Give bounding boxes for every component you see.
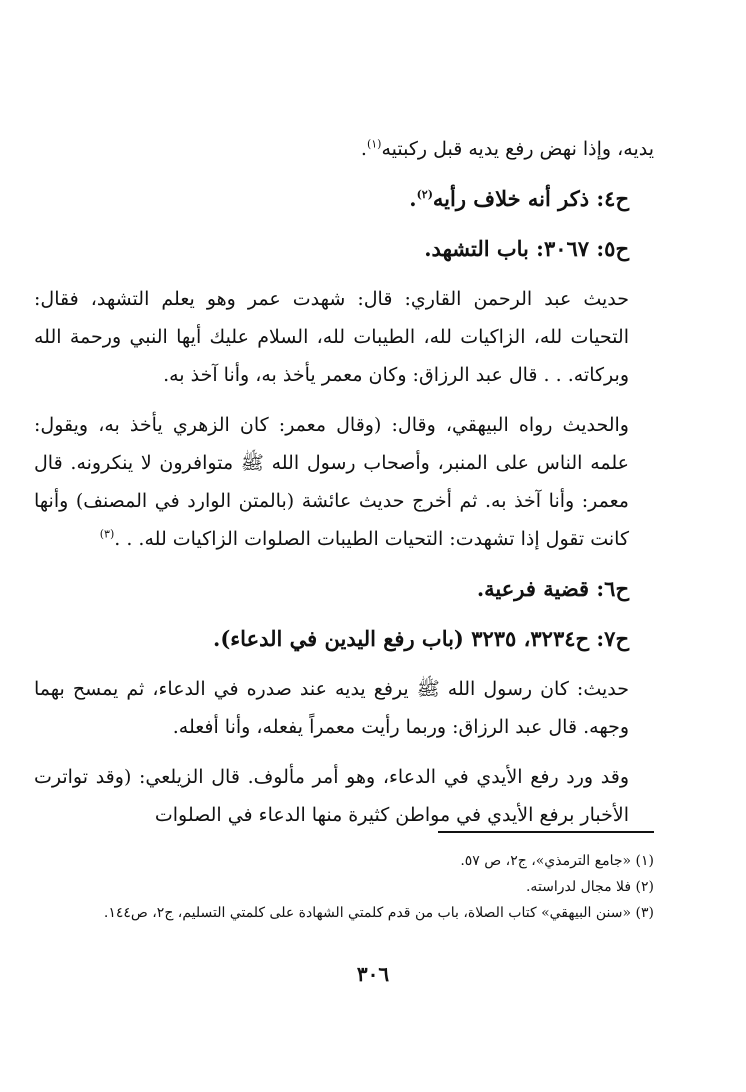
footnote-1: (١) «جامع الترمذي»، ج٢، ص ٥٧. <box>460 853 654 869</box>
paragraph-hadith-qari: حديث عبد الرحمن القاري: قال: شهدت عمر وهو يعلم التشهد، فقال: التحيات لله، الزاكيات لله، الطيبات لله، السلام عليك أيها النبي ورحمة الله وبركاته. . . قال عبد الرزاق: وكان معمر يأخذ به، وأنا آخذ به. <box>34 288 629 386</box>
footnote-3: (٣) «سنن البيهقي» كتاب الصلاة، باب من قدم كلمتي الشهادة على كلمتي التسليم، ج٢، ص١٤٤. <box>103 905 654 921</box>
footnotes <box>54 848 654 926</box>
footnote-divider <box>438 831 654 833</box>
footnote-ref: (٣) <box>99 527 115 541</box>
section-heading-6: ح٦: قضية فرعية. <box>476 576 629 601</box>
section-heading-4 <box>34 180 654 218</box>
main-text <box>34 130 654 840</box>
paragraph-text: يديه، وإذا نهض رفع يديه قبل ركبتيه <box>381 138 654 160</box>
paragraph-bayhaqi <box>34 406 654 558</box>
paragraph-continuation <box>34 130 654 168</box>
heading-text: ح٤: ذكر أنه خلاف رأيه <box>432 186 629 211</box>
heading-end: . <box>409 186 417 211</box>
paragraph-hadith-dua: حديث: كان رسول الله ﷺ يرفع يديه عند صدره في الدعاء، ثم يمسح بهما وجهه. قال عبد الرزاق: وربما رأيت معمراً يفعله، وأنا أفعله. <box>34 678 629 738</box>
paragraph-zaylai: وقد ورد رفع الأيدي في الدعاء، وهو أمر مألوف. قال الزيلعي: (وقد تواترت الأخبار برفع الأيدي في مواطن كثيرة منها الدعاء في الصلوات <box>34 766 629 826</box>
section-heading-5: ح٥: ٣٠٦٧: باب التشهد. <box>424 236 629 261</box>
footnote-ref: (٢) <box>416 188 433 201</box>
footnote-ref: (١) <box>366 137 382 151</box>
page-number: ٣٠٦ <box>356 962 390 986</box>
section-heading-7: ح٧: ح٣٢٣٤، ٣٢٣٥ (باب رفع اليدين في الدعاء). <box>213 626 629 651</box>
paragraph-end: . <box>360 138 367 160</box>
paragraph-text: والحديث رواه البيهقي، وقال: (وقال معمر: كان الزهري يأخذ به، ويقول: علمه الناس على المنبر، وأصحاب رسول الله ﷺ متوافرون لا ينكرونه. قال معمر: وأنا آخذ به. ثم أخرج حديث عائشة (بالمتن الوارد في المصنف) وأنها كانت تقول إذا تشهدت: التحيات الطيبات الصلوات الزاكيات لله. . . <box>34 414 629 550</box>
footnote-2: (٢) فلا مجال لدراسته. <box>525 879 654 895</box>
